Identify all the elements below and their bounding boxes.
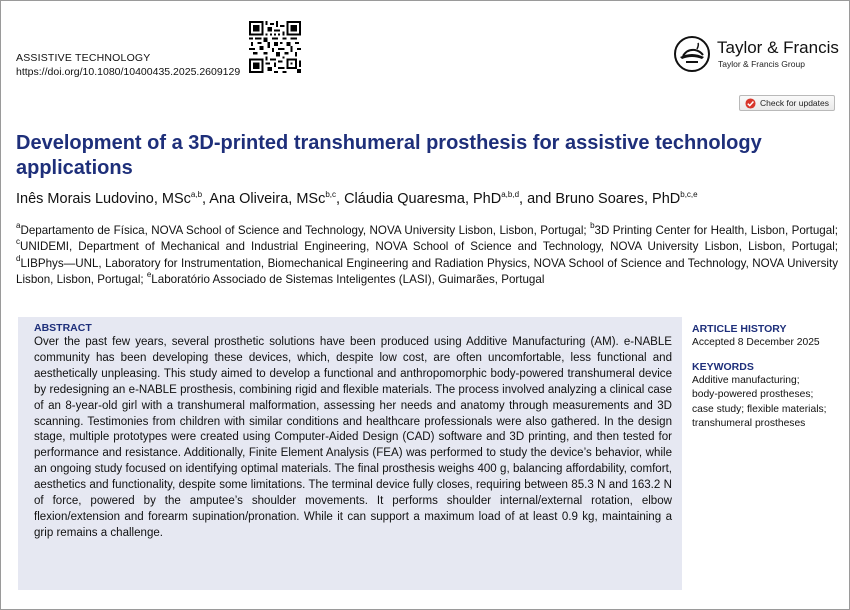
affiliation: Departamento de Física, NOVA School of Science and Technology, NOVA University Lisbon, Lisbon, Portugal; <box>20 224 591 237</box>
author-list <box>16 191 698 207</box>
keywords-heading: KEYWORDS <box>692 361 754 374</box>
check-for-updates-label: Check for updates <box>760 98 829 108</box>
author: Cláudia Quaresma, PhD$^{a,b,d}$, and <box>344 190 556 207</box>
article-history-heading: ARTICLE HISTORY <box>692 323 787 335</box>
abstract-text: Over the past few years, several prosthetic solutions have been produced using Additive Manufacturing (AM). e-NABLE community has been developing these devices, which, despite low cost, are often uncomfortable, less functional and aesthetically unpleasing. This study aimed to develop a functional and anthropomorphic body-powered transhumeral device by redesigning an e-NABLE prosthesis, combining rigid and flexible materials. The process involved analyzing a clinical case of an 8-year-old girl with a transhumeral malformation, assessing her needs and anatomy through measurements and 3D scanning. Testimonies from children with similar conditions and healthcare professionals were also gathered. In the design stage, multiple prototypes were created using Computer-Aided Design (CAD) software and 3D printing, and then tested for performance and resistance. Additionally, Finite Element Analysis (FEA) was performed to study the device’s behavior, while an ongoing study focused on identifying optimal materials. The final prosthesis weighs 400 g, balancing affordability, comfort, aesthetics and functionality, despite some limitations. The terminal device fully closes, requiring between 85.3 N and 163.2 N of force, powered by the amputee’s shoulder movements. It performs shoulder internal/external rotation, elbow flexion/extension and forearm supination/pronation. While it can support a maximum load of at least 0.9 kg, maintaining a grip remains a challenge. <box>34 336 672 539</box>
abstract-box <box>18 317 682 590</box>
doi-link[interactable]: https://doi.org/10.1080/10400435.2025.2609129 <box>16 66 241 78</box>
journal-name: ASSISTIVE TECHNOLOGY <box>16 52 151 64</box>
keyword-line: transhumeral prostheses <box>692 417 806 429</box>
keyword-line: Additive manufacturing; <box>692 375 800 387</box>
affiliations: $^a$Departamento de Física, NOVA School of Science and Technology, NOVA University Lisbon, Lisbon, Portugal; $^b$3D Printing Center for Health, Lisbon, Portugal; $^c$UNIDEMI, Department of Mechanical and Industrial Engineering, NOVA School of Science and Technology, NOVA University Lisbon, Lisbon, Portugal; $^d$LIBPhys—UNL, Laboratory for Instrumentation, Biomechanical Engineering and Radiation Physics, NOVA School of Science and Technology, NOVA University Lisbon, Lisbon, Portugal; $^e$Laboratório Associado de Sistemas Inteligentes (LASI), Guimarães, Portugal <box>16 221 838 287</box>
keyword-line: case study; flexible materials; <box>692 403 827 415</box>
qr-code <box>249 21 301 73</box>
author: Ana Oliveira, MSc$^{b,c}$, <box>209 190 345 207</box>
keyword-line: body-powered prostheses; <box>692 389 814 401</box>
author: Inês Morais Ludovino, MSc$^{a,b}$, <box>16 190 210 207</box>
affiliation: UNIDEMI, Department of Mechanical and Industrial Engineering, NOVA School of Science and Technology, NOVA University Lisbon, Lisbon, Portugal; <box>20 240 838 254</box>
publisher-name: Taylor & Francis <box>717 38 839 57</box>
check-for-updates-button[interactable] <box>739 95 835 111</box>
accepted-date: Accepted 8 December 2025 <box>692 337 820 348</box>
article-title: Development of a 3D-printed transhumeral prosthesis for assistive technology applications <box>16 132 762 179</box>
affiliation: LIBPhys—UNL, Laboratory for Instrumentation, Biomechanical Engineering and Radiation Physics, NOVA School of Science and Technology, NOVA University Lisbon, Lisbon, Portugal; <box>16 256 838 287</box>
author: Bruno Soares, PhD$^{b,c,e}$ <box>555 190 698 207</box>
crossmark-icon <box>745 98 756 109</box>
journal-info <box>16 51 240 79</box>
affiliation: 3D Printing Center for Health, Lisbon, Portugal; <box>594 224 838 237</box>
article-sidebar <box>692 322 842 431</box>
abstract-heading: ABSTRACT <box>34 322 92 334</box>
affiliation: Laboratório Associado de Sistemas Inteligentes (LASI), Guimarães, Portugal <box>151 273 545 287</box>
publisher-group: Taylor & Francis Group <box>718 59 805 69</box>
lamp-icon <box>673 35 711 73</box>
